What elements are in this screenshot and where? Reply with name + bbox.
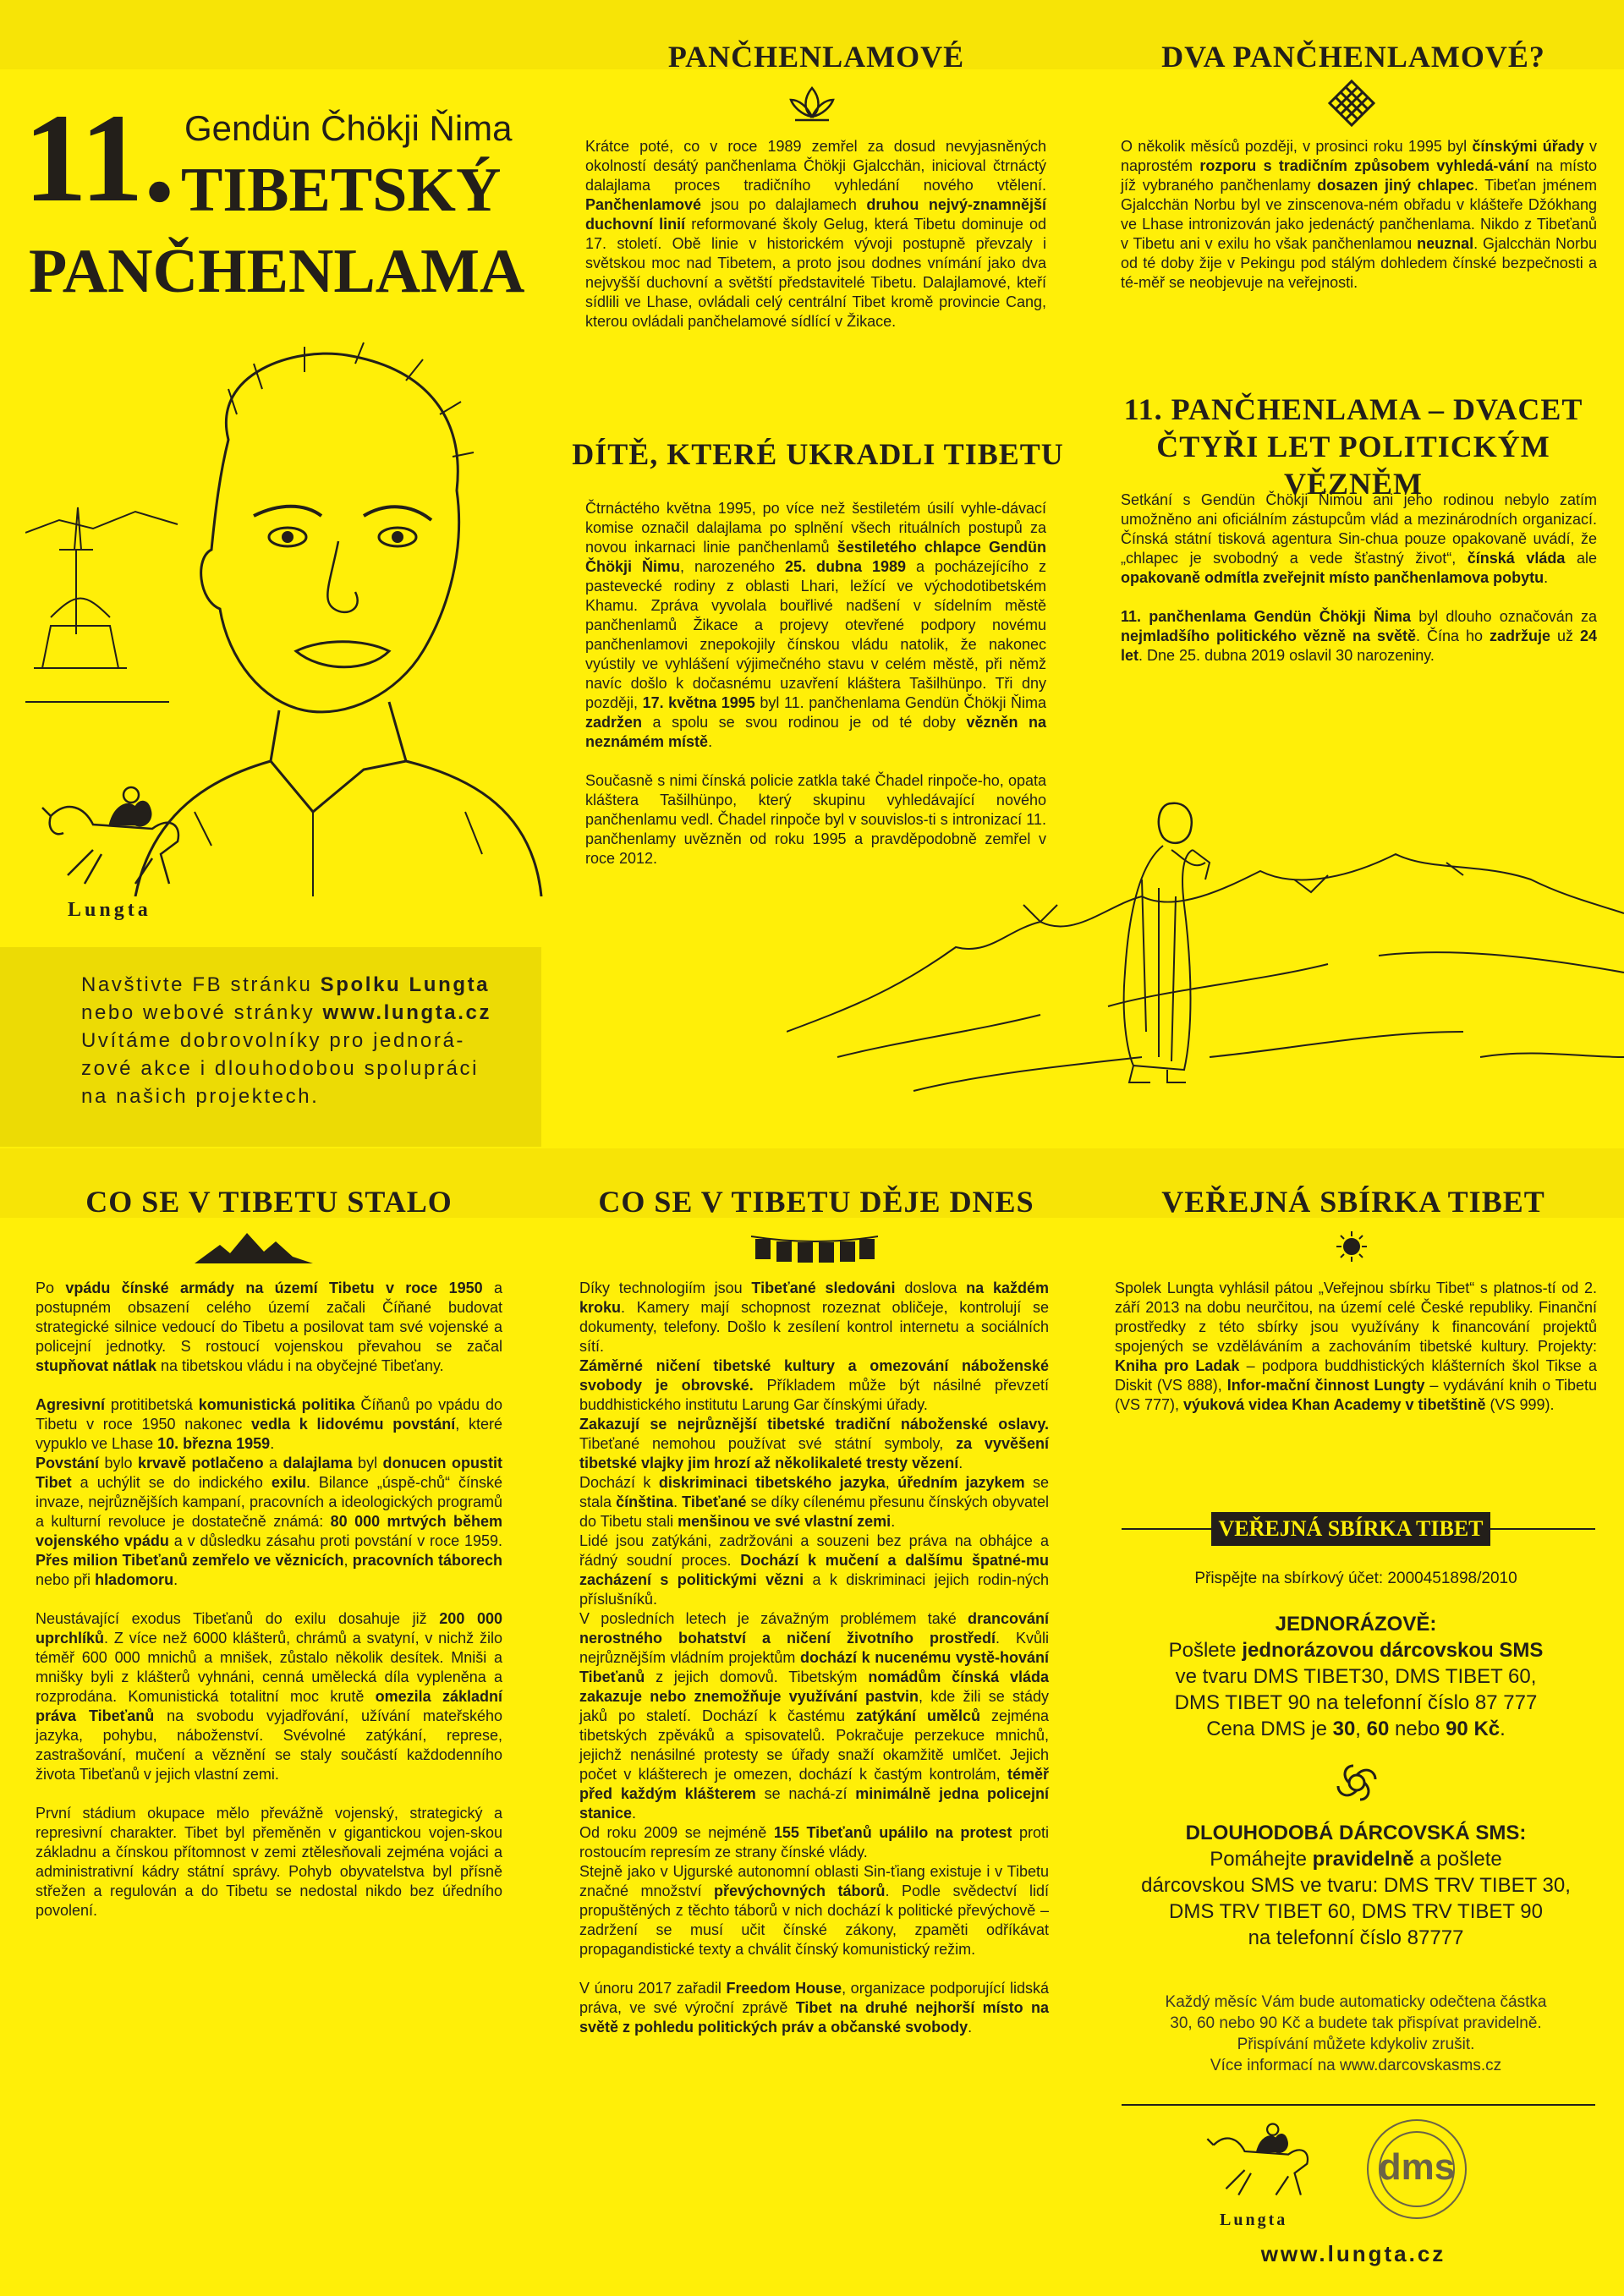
sb-t1: Spolek Lungta vyhlásil pátou „Veřejnou sbírku Tibet“ s platnos-tí od 2. září 2013 na dobu neurčitou, na území celé České republiky. Finanční prostředky z této sbírky jsou využívány k financování projektů spojených se vzděláváním a zachováním tibetské kultury. Projekty: [1115, 1280, 1597, 1355]
st-p2e: vedla k lidovému povstání [251, 1416, 456, 1433]
dv-b1: čínská vláda [1467, 550, 1566, 567]
dn-a3: doslova [895, 1280, 967, 1296]
heading-sbirka: VEŘEJNÁ SBÍRKA TIBET [1161, 1185, 1545, 1219]
st-p3p: nebo při [36, 1571, 96, 1588]
heading-dite: DÍTĚ, KTERÉ UKRADLI TIBETU [572, 437, 1064, 471]
mountains-icon [195, 1228, 313, 1265]
dn-i3: , organizace podporující lidská práva, ve své výroční zprávě [579, 1980, 1049, 2016]
st-p3d: a [263, 1455, 283, 1471]
note-3: Přispívání můžete kdykoliv zrušit. [1237, 2036, 1475, 2053]
st-p3o: pracovních táborech [352, 1552, 502, 1569]
dn-g3: proti rostoucím represím ze strany čínské vlády. [579, 1824, 1049, 1860]
dn-a4: na každém kroku [579, 1280, 1049, 1316]
st-p5: První stádium okupace mělo převážně vojenský, strategický a represivní charakter. Tibet byl přeměněn v gigantickou vojen-skou základnu a čínskou přítomnost v zemi ztělesňovali zejména vojáci a administrativní kádry státní správy. Pohyb obyvatelstva byl přísně střežen a regulován a do Tibetu se nedostal nikdo bez úředního povolení. [36, 1805, 502, 1919]
dn-d10: menšinou ve své vlastní zemi [678, 1513, 892, 1530]
dn-h2: převýchovných táborů [714, 1882, 886, 1899]
dn-a2: Tibeťané sledováni [751, 1280, 896, 1296]
text-stalo [36, 1279, 502, 1921]
sun-icon [1336, 1231, 1367, 1262]
st-p2b: protitibetská [105, 1396, 199, 1413]
dn-c4: . [958, 1455, 963, 1471]
st-p4e: na svobodu vyjadřování, užívání mateřského jazyka, pohybu, náboženství. Svévolné zatýkání, represe, zastrašování, mučení a věznění se staly součástí každodenního života Tibeťanů v jejich vlastní zemi. [36, 1707, 502, 1783]
st-p4b: 200 000 uprchlíků [36, 1610, 502, 1647]
dite-b4: zadržen [585, 714, 643, 731]
promo-line-2a: nebo webové stránky [81, 1001, 323, 1024]
dv-t5: . Čína ho [1416, 627, 1490, 644]
long-l4: na telefonní číslo 87777 [1248, 1926, 1464, 1949]
dn-d11: . [891, 1513, 896, 1530]
sbirka-banner: VEŘEJNÁ SBÍRKA TIBET [1211, 1512, 1490, 1546]
heading-dvacet [1108, 391, 1599, 502]
note-4[interactable]: Více informací na www.darcovskasms.cz [1210, 2057, 1502, 2074]
one-l4d: 60 [1366, 1718, 1390, 1740]
st-p3n: , [343, 1552, 353, 1569]
dite-p2: Současně s nimi čínská policie zatkla také Čhadel rinpoče-ho, opata kláštera Tašilhünpo, který skupinu vyhledávající nového pančhenlamu vedl. Čhadel rinpoče byl v souvislos-ti s intronizací 11. pančhenlamy uvězněn od roku 1995 a pravděpodobně zemřel v roce 2012. [585, 772, 1046, 867]
dn-b1: Záměrné ničení tibetské kultury a omezování náboženské svobody je obrovské. [579, 1357, 1049, 1394]
st-p3m: Přes milion Tibeťanů zemřelo ve věznicích [36, 1552, 344, 1569]
sb-t2: – podpora buddhistických klášterních škol Tikse a Diskit (VS 888), [1115, 1357, 1597, 1394]
dn-f2: drancování nerostného bohatství a ničení životního prostředí [579, 1610, 1049, 1647]
dn-i5: . [968, 2019, 973, 2036]
dva-b4: neuznal [1417, 235, 1474, 252]
dn-d1: Dochází k [579, 1474, 659, 1491]
promo-line-1a: Navštivte FB stránku [81, 973, 321, 996]
dva-t5: . Gjalcchän Norbu od té doby žije v Pekingu pod stálým dohledem čínské bezpečnosti a té-měř se neobjevuje na veřejnosti. [1121, 235, 1597, 291]
text-dnes [579, 1279, 1049, 2037]
dite-t4: byl 11. pančhenlama Gendün Čhökji Ňima [754, 694, 1047, 711]
dn-d7: . [673, 1493, 683, 1510]
st-p3e: dalajlama [283, 1455, 353, 1471]
st-p3c: krvavě potlačeno [138, 1455, 264, 1471]
dn-f12: minimálně jedna policejní stanice [579, 1785, 1049, 1822]
one-l2: ve tvaru DMS TIBET30, DMS TIBET 60, [1175, 1665, 1537, 1688]
lungta-logo-label: Lungta [68, 899, 151, 921]
dv-t3: . [1544, 569, 1549, 586]
dn-h1: Stejně jako v Ujgurské autonomní oblasti Sin-ťiang existuje i v Tibetu značné množství [579, 1863, 1049, 1899]
dn-f5: z jejich domovů. Tibetským [645, 1669, 869, 1685]
dite-t6: . [708, 733, 713, 750]
promo-web-link[interactable]: www.lungta.cz [322, 1001, 492, 1024]
st-p3a: Povstání [36, 1455, 100, 1471]
dms-logo-text: dms [1378, 2146, 1456, 2188]
one-l4b: 30 [1332, 1718, 1356, 1740]
st-p4c: . Z více než 6000 klášterů, chrámů a svatyní, v nichž žilo téměř 600 000 mnichů a mnišek, zůstalo několik desítek. Mniši a mnišky byli z klášterů vyhnáni, cenná umělecká díla vypleněna a rozprodána. Komunistická totalitní moc krutě [36, 1630, 502, 1705]
dite-b3: 17. května 1995 [642, 694, 755, 711]
dn-b2: Příkladem může být násilné převzetí buddhistického institutu Larung Gar čínskými úřady. [579, 1377, 1049, 1413]
dn-f13: . [632, 1805, 637, 1822]
st-p3b: bylo [99, 1455, 139, 1471]
st-p1b: vpádu čínské armády na území Tibetu v roce 1950 [65, 1280, 483, 1296]
lungta-logo-bottom [1201, 2114, 1320, 2241]
st-p2f: , které vypuklo ve Lhase [36, 1416, 502, 1452]
st-p3f: byl [352, 1455, 383, 1471]
dn-d9: se díky cílenému přesunu čínských obyvatel do Tibetu stali [579, 1493, 1049, 1530]
lotus-icon [787, 81, 837, 123]
long-l3: DMS TRV TIBET 60, DMS TRV TIBET 90 [1169, 1900, 1543, 1923]
dn-f3: . Kvůli nejrůznějším vládním projektům [579, 1630, 1049, 1666]
st-p3j: . Bilance „úspě-chů“ čínské invaze, nejrůznějších kampaní, pracovních a ideologických programů a kulturní revoluce je dostatečně známá: [36, 1474, 502, 1530]
text-panchenlamove [585, 137, 1046, 332]
st-p2a: Agresivní [36, 1396, 106, 1413]
st-p3q: hladomoru [95, 1571, 174, 1588]
dv-t1: Setkání s Gendün Čhökji Ňimou ani jeho rodinou nebylo zatím umožněno ani oficiálním zástupcům vlád a mezinárodních organizací. Čínská státní tisková agentura Sin-chua pouze opakovaně uvádí, že „chlapec je svobodný a vede šťastný život“, [1121, 491, 1597, 567]
promo-box [0, 947, 541, 1147]
st-p4a: Neustávající exodus Tibeťanů do exilu dosahuje již [36, 1610, 440, 1627]
dn-d6: čínština [616, 1493, 674, 1510]
dn-d5: se stala [579, 1474, 1049, 1510]
st-p3h: a uchýlit se do indického [71, 1474, 272, 1491]
dva-b3: dosazen jiný chlapec [1317, 177, 1474, 194]
title-line-2: PANČHENLAMA [29, 237, 525, 306]
st-p2g: 10. března 1959 [157, 1435, 271, 1452]
dn-d3: , [885, 1474, 898, 1491]
dv-b6: 24 let [1121, 627, 1598, 664]
promo-line-4: zové akce i dlouhodobou spolupráci [81, 1057, 479, 1080]
dn-i2: Freedom House [726, 1980, 842, 1997]
st-p3r: . [173, 1571, 178, 1588]
st-p2c: komunistická politika [198, 1396, 355, 1413]
long-l1b: pravidelně [1312, 1848, 1414, 1871]
lungta-logo-bottom-label: Lungta [1220, 2211, 1288, 2229]
dn-c1: Zakazují se nejrůznější tibetské tradiční náboženské oslavy. [579, 1416, 1049, 1433]
sb-t4: (VS 999). [1485, 1396, 1555, 1413]
st-p3i: exilu [271, 1474, 306, 1491]
dite-t2: , narozeného [679, 558, 786, 575]
dn-e2: Dochází k mučení a dalšímu špatné-mu zacházení s politickými vězni [579, 1552, 1049, 1588]
one-l4c: , [1355, 1718, 1367, 1740]
dms-logo [1362, 2114, 1472, 2224]
dn-f6: nomádům čínská vláda zakazuje nebo znemožňuje využívání pastvin [579, 1669, 1049, 1705]
one-time-title: JEDNORÁZOVĚ: [1275, 1613, 1437, 1636]
dva-t4: . Tibeťan jménem Gjalcchän Norbu byl ve zinscenova-ném obřadu v klášteře Džókhang ve Lhase intronizován jako jedenáctý pančhenlama. Nikdo z Tibeťanů v Tibetu ani v exilu ho však pančhenlamou [1121, 177, 1597, 252]
pl-b1: Pančhenlamové [585, 196, 702, 213]
sb-b1: Kniha pro Ladak [1115, 1357, 1240, 1374]
one-l4g: . [1500, 1718, 1506, 1740]
promo-line-3: Uvítáme dobrovolníky pro jednorá- [81, 1029, 465, 1052]
dn-g2: 155 Tibeťanů upálilo na protest [773, 1824, 1012, 1841]
dn-f9: zejména tibetských zpěváků a spisovatelů. Pokračuje perzekuce mnichů, jejichž nenásilné protesty se úřady snaží okamžitě umlčet. Jejich počet v klášterech je omezen, dochází k častým kontrolám, [579, 1707, 1049, 1783]
dn-h3: . Podle svědectví lidí propuštěných z těchto táborů v nich dochází k politické převýchově – zadržení se musí učit čínské zákony, zpaměti odříkávat propagandistické texty a chválit čínský komunistický režim. [579, 1882, 1049, 1958]
one-l3: DMS TIBET 90 na telefonní číslo 87 777 [1174, 1691, 1538, 1714]
promo-fb-link[interactable]: Spolku Lungta [320, 973, 491, 996]
dn-d8: Tibeťané [682, 1493, 747, 1510]
st-p4d: omezila základní práva Tibeťanů [36, 1688, 502, 1724]
lungta-logo [34, 782, 195, 926]
heading-dva: DVA PANČHENLAMOVÉ? [1161, 40, 1545, 74]
dn-d2: diskriminaci tibetského jazyka [658, 1474, 886, 1491]
website-link[interactable]: www.lungta.cz [1260, 2241, 1446, 2266]
note-2: 30, 60 nebo 90 Kč a budete tak přispívat pravidelně. [1170, 2014, 1542, 2032]
dite-t1: Čtrnáctého května 1995, po více než šestiletém úsilí vyhle-dávací komise označil dalajlama po splnění všech rituálních postupů za novou inkarnaci linie pančhenlamů [585, 500, 1046, 556]
one-l4a: Cena DMS je [1206, 1718, 1333, 1740]
st-p1a: Po [36, 1280, 66, 1296]
dn-a5: . Kamery mají schopnost rozeznat obličeje, kontrolují se dokumenty, telefony. Došlo k zesílení kontrol internetu a sociálních sítí. [579, 1299, 1049, 1355]
dite-t3: a pocházejícího z pastevecké rodiny z oblasti Lhari, ležící ve východotibetském Khamu. Zpráva vyvolala bouřlivé nadšení v sídelním městě pančhenlamů Žikace a projevy otevřené podpory novému pančhenlamovi znepokojily čínskou vládu natolik, že nakonec vyústily ve vyhlášení výjimečného stavu v celém městě, při němž navíc došlo k dočasnému uzavření kláštera Tašilhünpo. Tři dny později, [585, 558, 1047, 711]
title-name: Gendün Čhökji Ňima [184, 108, 513, 148]
text-dva [1121, 137, 1597, 293]
footer-rule [1122, 2104, 1595, 2106]
swirl-icon [1331, 1759, 1382, 1806]
heading-panchenlamove: PANČHENLAMOVÉ [667, 40, 965, 74]
sms-note [1115, 1992, 1597, 2076]
dite-b2: 25. dubna 1989 [785, 558, 907, 575]
st-p1c: a postupném obsazení celého území začali Číňané budovat strategické silnice vedoucí do Tibetu a posilovat tam své vojenské a policejní jednotky. S rostoucí vojenskou převahou se začal [36, 1280, 502, 1355]
st-p3g: donucen opustit Tibet [36, 1455, 503, 1491]
dv-b5: zadržuje [1489, 627, 1551, 644]
dva-t1: O několik měsíců později, v prosinci roku 1995 byl [1121, 138, 1473, 155]
dn-c2: Tibeťané nemohou používat své státní symboly, [579, 1435, 957, 1452]
dv-b4: nejmladšího politického vězně na světě [1121, 627, 1417, 644]
dv-t7: . Dne 25. dubna 2019 oslavil 30 narozeniny. [1138, 647, 1435, 664]
title-number: 11. [24, 88, 176, 228]
long-term-title: DLOUHODOBÁ DÁRCOVSKÁ SMS: [1185, 1822, 1527, 1844]
one-l1a: Pošlete [1168, 1639, 1243, 1662]
sb-t3: – vydávání knih o Tibetu (VS 777), [1115, 1377, 1597, 1413]
dv-t2: ale [1565, 550, 1597, 567]
text-sbirka [1115, 1279, 1597, 1415]
sb-b2: Infor-mační činnost Lungty [1226, 1377, 1425, 1394]
one-time-sms [1115, 1611, 1597, 1742]
dite-b1: šestiletého chlapce Gendün Čhökji Ňimu [585, 539, 1046, 575]
dv-b2: opakovaně odmítla zveřejnit místo pančhenlamova pobytu [1121, 569, 1544, 586]
title-block [24, 88, 531, 320]
one-l4f: 90 Kč [1446, 1718, 1501, 1740]
dva-t3: na místo jíž vybraného pančhenlamy [1121, 157, 1598, 194]
long-term-sms [1115, 1820, 1597, 1951]
heading-dvacet-line-2: ČTYŘI LET POLITICKÝM VĚZNĚM [1156, 430, 1550, 501]
dn-a1: Díky technologiím jsou [579, 1280, 752, 1296]
dn-f10: téměř před každým klášterem [579, 1766, 1049, 1802]
note-1: Každý měsíc Vám bude automaticky odečtena částka [1165, 1993, 1547, 2011]
dn-f4: dochází k nucenému vystě-hování Tibeťanů [579, 1649, 1050, 1685]
dn-f1: V posledních letech je závažným problémem také [579, 1610, 968, 1627]
text-dvacet [1121, 490, 1597, 666]
dite-t5: a spolu se svou rodinou je od té doby [642, 714, 967, 731]
one-l1b: jednorázovou dárcovskou SMS [1242, 1639, 1544, 1662]
long-l1a: Pomáhejte [1210, 1848, 1313, 1871]
dva-b1: čínskými úřady [1472, 138, 1584, 155]
dn-i1: V únoru 2017 zařadil [579, 1980, 727, 1997]
dva-b2: rozporu s tradičním způsobem vyhledá-vání [1199, 157, 1529, 174]
endless-knot-icon [1326, 78, 1377, 129]
long-l2: dárcovskou SMS ve tvaru: DMS TRV TIBET 30, [1141, 1874, 1571, 1897]
pl-t1: Krátce poté, co v roce 1989 zemřel za dosud nevyjasněných okolností desátý pančhenlama Čhökji Gjalcchän, inicioval čtrnáctý dalajlama proces tradičního vyhledání nového vtělení. [585, 138, 1046, 194]
dn-g1: Od roku 2009 se nejméně [579, 1824, 774, 1841]
prayer-flags-icon [751, 1231, 878, 1269]
st-p2d: Číňanů po vpádu do Tibetu v roce 1950 nakonec [36, 1396, 502, 1433]
dite-b5: vězněn na neznámém místě [585, 714, 1046, 750]
dn-d4: úředním jazykem [897, 1474, 1025, 1491]
dn-i4: Tibet na druhé nejhorší místo na světě z pohledu politických práv a občanské svobody [579, 1999, 1049, 2036]
account-number: Přispějte na sbírkový účet: 2000451898/2010 [1194, 1570, 1517, 1587]
pl-t2: jsou po dalajlamech [701, 196, 867, 213]
st-p1e: na tibetskou vládu i na obyčejné Tibeťany. [156, 1357, 444, 1374]
dv-t4: byl dlouho označován za [1410, 608, 1597, 625]
one-l4e: nebo [1389, 1718, 1446, 1740]
st-p1d: stupňovat nátlak [36, 1357, 157, 1374]
dn-f7: , kde žili se stády jaků po staletí. Dochází k častému [579, 1688, 1049, 1724]
heading-stalo: CO SE V TIBETU STALO [85, 1185, 453, 1219]
dn-e1: Lidé jsou zatýkáni, zadržováni a souzeni bez práva na obhájce a řádný soudní proces. [579, 1532, 1049, 1569]
long-l1c: a pošlete [1413, 1848, 1502, 1871]
monk-mountains-illustration [787, 778, 1624, 1133]
st-p2h: . [270, 1435, 275, 1452]
heading-dnes: CO SE V TIBETU DĚJE DNES [598, 1185, 1034, 1219]
promo-line-5: na našich projektech. [81, 1085, 320, 1108]
dv-t6: už [1550, 627, 1580, 644]
heading-dvacet-line-1: 11. PANČHENLAMA – DVACET [1123, 392, 1583, 426]
dv-b3: 11. pančhenlama Gendün Čhökji Ňima [1121, 608, 1411, 625]
title-line-1: TIBETSKÝ [181, 156, 502, 225]
pl-t3: reformované školy Gelug, která Tibetu dominuje od 17. století. Obě linie v historickém vývoji postupně převzaly i světskou moc nad Tibetem, a proto jsou dodnes vnímání jako dva nejvyšší duchovní a světští představitelé Tibetu. Dalajlamové, kteří sídlili ve Lhase, ovládali celý centrální Tibet kromě provincie Cang, kterou ovládali pančhelamové sídlící v Žikace. [585, 216, 1047, 330]
dva-t2: v naprostém [1121, 138, 1597, 174]
dn-f11: se nachá-zí [755, 1785, 856, 1802]
st-p3l: a v důsledku zásahu proti povstání v roce 1959. [168, 1532, 502, 1549]
dn-e3: a k diskriminaci jejich rodin-ných příslušníků. [579, 1571, 1050, 1608]
st-p3k: 80 000 mrtvých během vojenského vpádu [36, 1513, 502, 1549]
pl-b2: druhou nejvý-znamnější duchovní linií [585, 196, 1046, 233]
sb-b3: výuková videa Khan Academy v tibetštině [1183, 1396, 1486, 1413]
dn-f8: zatýkání umělců [855, 1707, 980, 1724]
dn-c3: za vyvěšení tibetské vlajky jim hrozí až několikaleté tresty vězení [579, 1435, 1049, 1471]
